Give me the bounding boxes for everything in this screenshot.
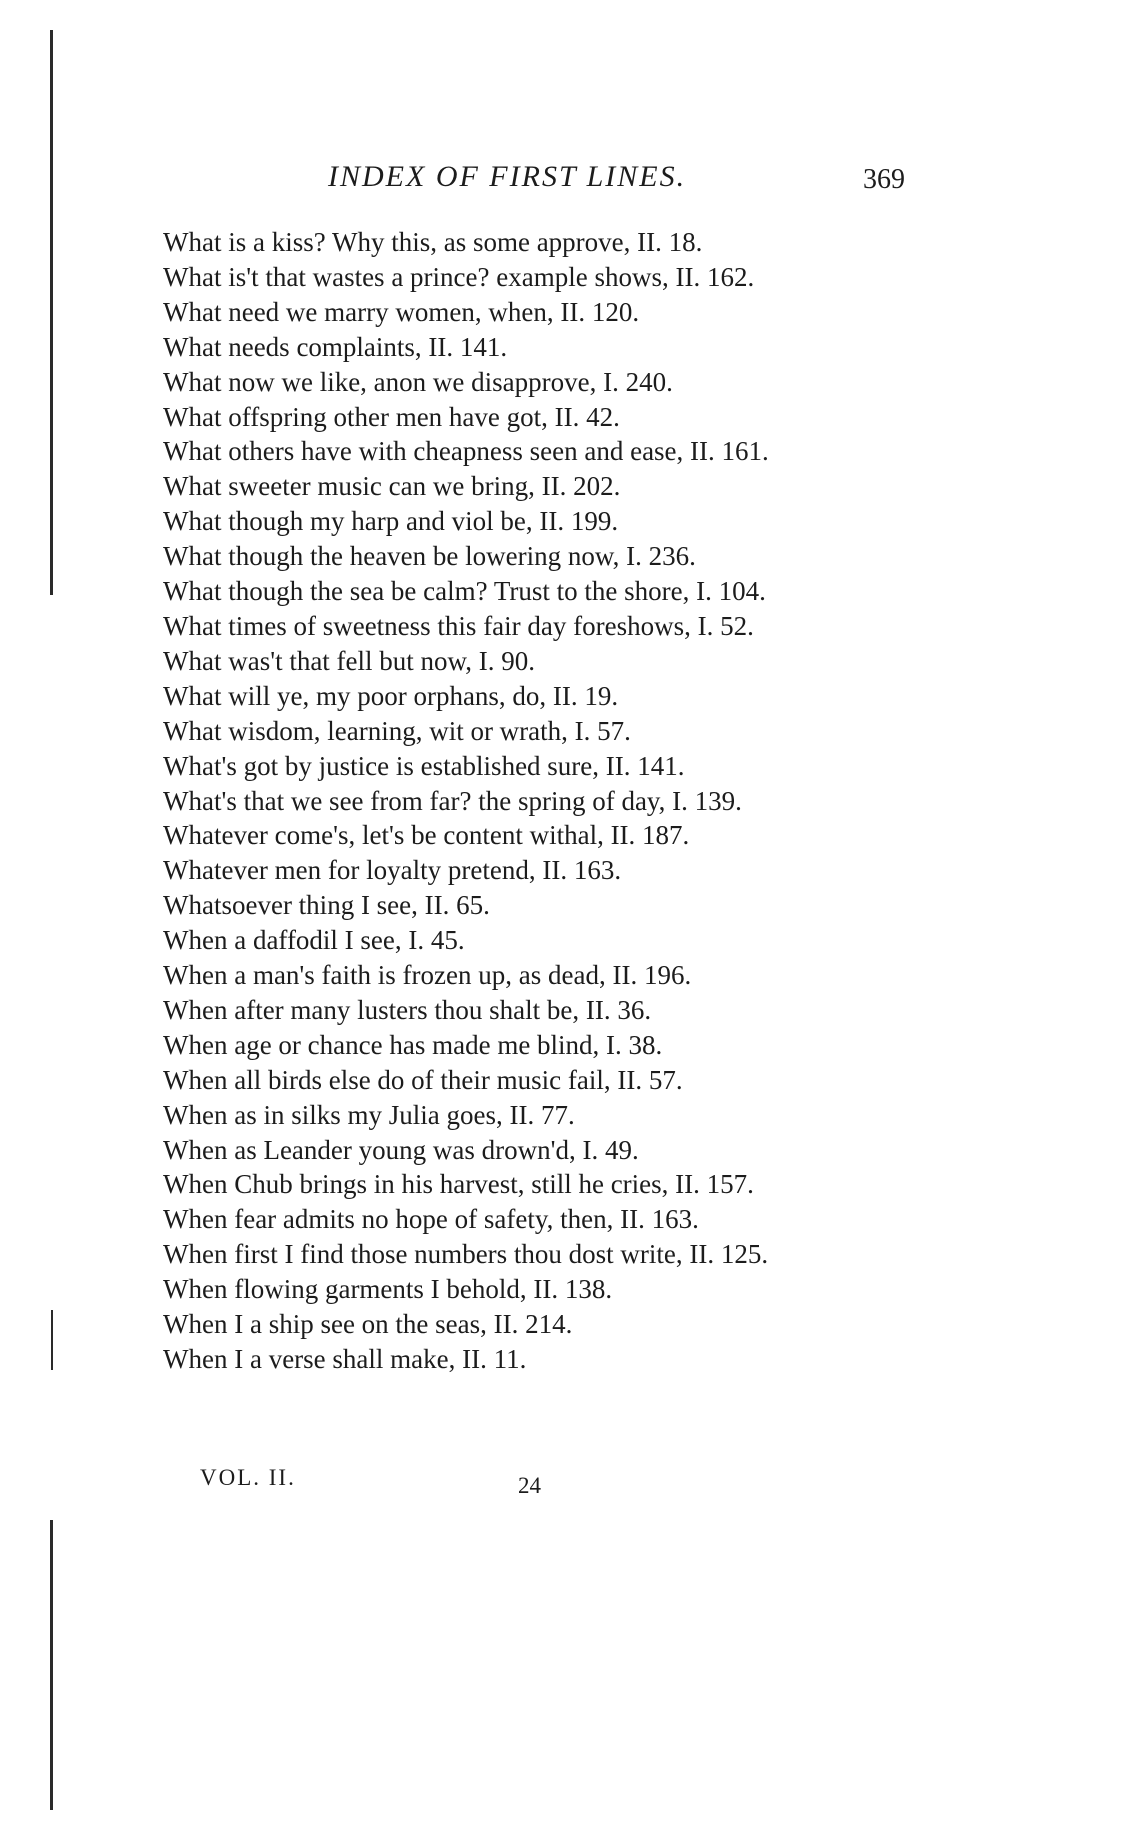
index-entry: What times of sweetness this fair day foreshows, I. 52. (163, 610, 754, 641)
index-entry: What though my harp and viol be, II. 199. (163, 506, 619, 537)
index-entry: When I a verse shall make, II. 11. (163, 1344, 527, 1374)
signature-number: 24 (518, 1473, 541, 1498)
index-entry: What is't that wastes a prince? example shows, II. 162. (163, 261, 755, 292)
volume-signature: VOL. II. (200, 1465, 296, 1490)
index-entry: When a man's faith is frozen up, as dead, II. 196. (163, 960, 692, 991)
index-entry: When fear admits no hope of safety, then, II. 163. (163, 1204, 699, 1235)
index-entry: What sweeter music can we bring, II. 202. (163, 471, 621, 502)
index-entry: What's got by justice is established sure, II. 141. (163, 750, 685, 781)
index-entry: What need we marry women, when, II. 120. (163, 296, 640, 327)
index-entry: When age or chance has made me blind, I. 38. (163, 1029, 663, 1060)
index-entry: When all birds else do of their music fail, II. 57. (163, 1064, 683, 1095)
index-entry: When as in silks my Julia goes, II. 77. (163, 1099, 575, 1130)
index-entry: What though the heaven be lowering now, I. 236. (163, 541, 696, 572)
binding-edge-line (51, 1310, 53, 1370)
index-entry: Whatever men for loyalty pretend, II. 163. (163, 855, 622, 886)
index-entry: What others have with cheapness seen and ease, II. 161. (163, 436, 769, 467)
index-entry: When a daffodil I see, I. 45. (163, 925, 465, 956)
index-entry: What now we like, anon we disapprove, I. 240. (163, 366, 673, 397)
page-footer (200, 1465, 600, 1505)
index-entries (163, 225, 908, 1377)
index-entry: When Chub brings in his harvest, still he cries, II. 157. (163, 1169, 754, 1200)
index-entry: What is a kiss? Why this, as some approve, II. 18. (163, 227, 703, 257)
index-entry: What was't that fell but now, I. 90. (163, 645, 536, 676)
index-entry: When flowing garments I behold, II. 138. (163, 1274, 613, 1305)
index-entry: Whatsoever thing I see, II. 65. (163, 890, 490, 921)
index-entry: When I a ship see on the seas, II. 214. (163, 1309, 573, 1340)
page-header (163, 160, 905, 200)
running-title: INDEX OF FIRST LINES. (328, 160, 687, 193)
index-entry: When after many lusters thou shalt be, II. 36. (163, 994, 652, 1025)
index-entry: What needs complaints, II. 141. (163, 331, 508, 362)
index-entry: When as Leander young was drown'd, I. 49. (163, 1134, 639, 1165)
index-entry: What will ye, my poor orphans, do, II. 19. (163, 680, 619, 711)
index-entry: When first I find those numbers thou dost write, II. 125. (163, 1239, 769, 1270)
index-entry: What's that we see from far? the spring of day, I. 139. (163, 785, 742, 816)
binding-edge-line (50, 1520, 53, 1810)
index-entry: Whatever come's, let's be content withal, II. 187. (163, 820, 690, 851)
index-entry: What wisdom, learning, wit or wrath, I. 57. (163, 715, 631, 746)
binding-edge-line (50, 30, 53, 595)
index-entry: What though the sea be calm? Trust to the shore, I. 104. (163, 576, 766, 607)
index-entry: What offspring other men have got, II. 42. (163, 401, 620, 432)
page-number: 369 (863, 164, 905, 195)
